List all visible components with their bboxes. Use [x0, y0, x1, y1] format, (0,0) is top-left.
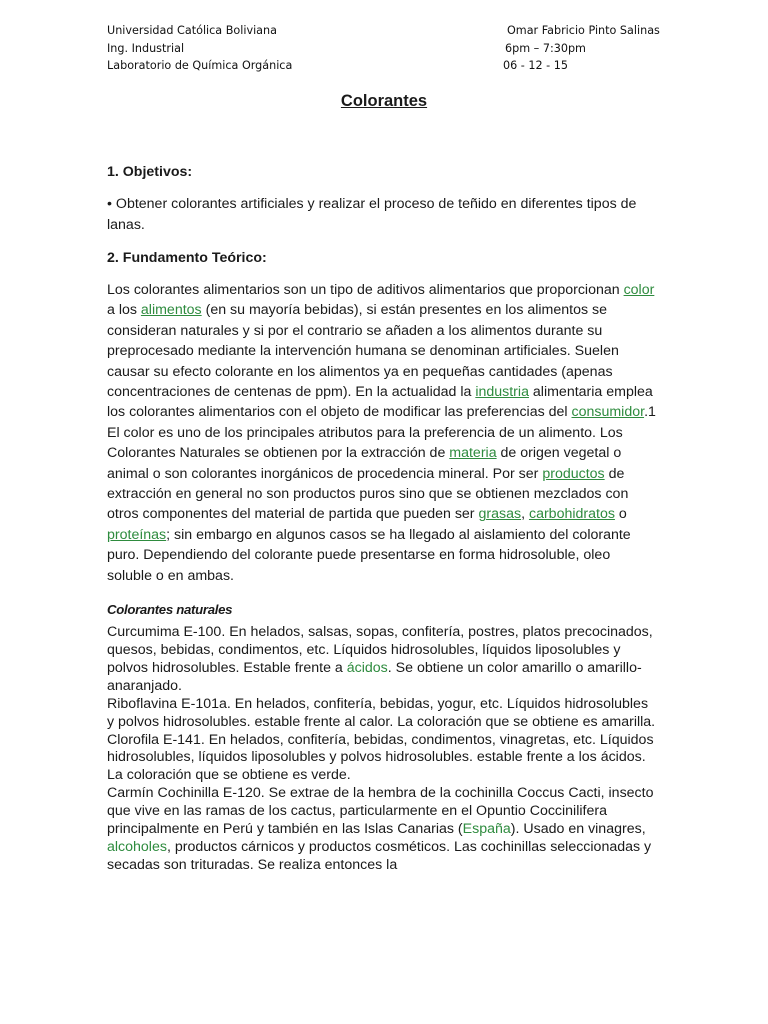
link-acidos[interactable]: ácidos [346, 659, 388, 676]
riboflavina-entry: Riboflavina E-101a. En helados, confitería, bebidas, yogur, etc. Líquidos hidrosolubles y polvos hidrosolubles. estable frente al calor. La coloración que se obtiene es amarilla. [107, 695, 656, 730]
carmin-entry [107, 785, 659, 875]
carmin-text: , productos cárnicos y productos cosméticos. Las cochinillas seleccionadas y secadas son trituradas. Se realiza entonces la [107, 838, 652, 873]
carmin-text: ). Usado en vinagres, [510, 821, 646, 838]
lab-name: Laboratorio de Química Orgánica [107, 59, 293, 72]
link-espana[interactable]: España [462, 821, 511, 838]
university-name: Universidad Católica Boliviana [107, 24, 277, 37]
document-header [107, 22, 667, 75]
link-grasas[interactable]: grasas [478, 506, 522, 523]
theory-text: alimentaria emplea los colorantes alimentarios con el objeto de modificar las preferencias del [107, 384, 653, 421]
link-proteinas[interactable]: proteínas [107, 526, 167, 543]
author-name: Omar Fabricio Pinto Salinas [507, 24, 660, 37]
lab-date: 06 - 12 - 15 [503, 59, 569, 72]
theory-heading: 2. Fundamento Teórico: [107, 250, 267, 266]
page-title: Colorantes [340, 92, 428, 110]
link-color[interactable]: color [623, 282, 655, 298]
theory-text: , [521, 506, 529, 523]
natural-colorants-heading: Colorantes naturales [107, 602, 233, 618]
theory-text: (en su mayoría bebidas), si están presentes en los alimentos se consideran naturales y si por el contrario se añaden a los alimentos durante su preprocesado mediante la intervención humana se denominan artificiales. Suelen causar su efecto colorante en los alimentos ya en pequeñas cantidades (apenas concentraciones de centenas de ppm). En la actualidad la [107, 302, 619, 401]
curcumina-text: . Se obtiene un color amarillo o amarillo-anaranjado. [107, 659, 642, 694]
link-alcoholes[interactable]: alcoholes [107, 838, 167, 855]
link-carbohidratos[interactable]: carbohidratos [528, 506, 615, 523]
link-alimentos[interactable]: alimentos [140, 302, 202, 319]
theory-text: a los [107, 302, 141, 319]
theory-text: .1 El color es uno de los principales atributos para la preferencia de un alimento. Los Colorantes Naturales se obtienen por la extracción de [107, 404, 656, 462]
objectives-heading: 1. Objetivos: [107, 164, 193, 180]
page-title-wrap [0, 92, 768, 111]
objective-item: • Obtener colorantes artificiales y realizar el proceso de teñido en diferentes tipos de lanas. [107, 196, 637, 233]
clorofila-entry: Clorofila E-141. En helados, confitería, bebidas, condimentos, vinagretas, etc. Líquidos hidrosolubles, líquidos liposolubles y polvos hidrosolubles. estable frente a los ácidos. La coloración que se obtiene es verde. [107, 731, 654, 784]
link-productos[interactable]: productos [542, 465, 605, 482]
curcumina-text: Curcumima E-100. En helados, salsas, sopas, confitería, postres, platos precocinados, quesos, bebidas, condimentos, etc. Líquidos hidrosolubles, líquidos liposolubles y polvos hidrosolubles. Estable frente a [107, 624, 653, 676]
carmin-text: Carmín Cochinilla E-120. Se extrae de la hembra de la cochinilla Coccus Cacti, insecto que vive en las ramas de los cactus, particularmente en el Opuntio Coccinilifera principalmente en Perú y también en las Islas Canarias ( [107, 785, 654, 838]
document-body [107, 162, 659, 875]
link-industria[interactable]: industria [475, 384, 529, 401]
theory-text: Los colorantes alimentarios son un tipo de aditivos alimentarios que proporcionan [107, 282, 624, 298]
theory-text: de extracción en general no son productos puros sino que se obtienen mezclados con otros componentes del material de partida que pueden ser [107, 465, 629, 523]
link-materia[interactable]: materia [449, 445, 497, 462]
theory-text: de origen vegetal o animal o son colorantes inorgánicos de procedencia mineral. Por ser [107, 445, 622, 482]
career-name: Ing. Industrial [107, 41, 185, 55]
lab-time: 6pm – 7:30pm [505, 41, 586, 55]
theory-paragraph [107, 280, 659, 586]
theory-text: ; sin embargo en algunos casos se ha llegado al aislamiento del colorante puro. Dependiendo del colorante puede presentarse en forma hidrosoluble, oleo soluble o en ambas. [107, 526, 631, 584]
link-consumidor[interactable]: consumidor [571, 404, 645, 421]
curcumina-entry [107, 624, 659, 696]
theory-text: o [614, 506, 627, 523]
